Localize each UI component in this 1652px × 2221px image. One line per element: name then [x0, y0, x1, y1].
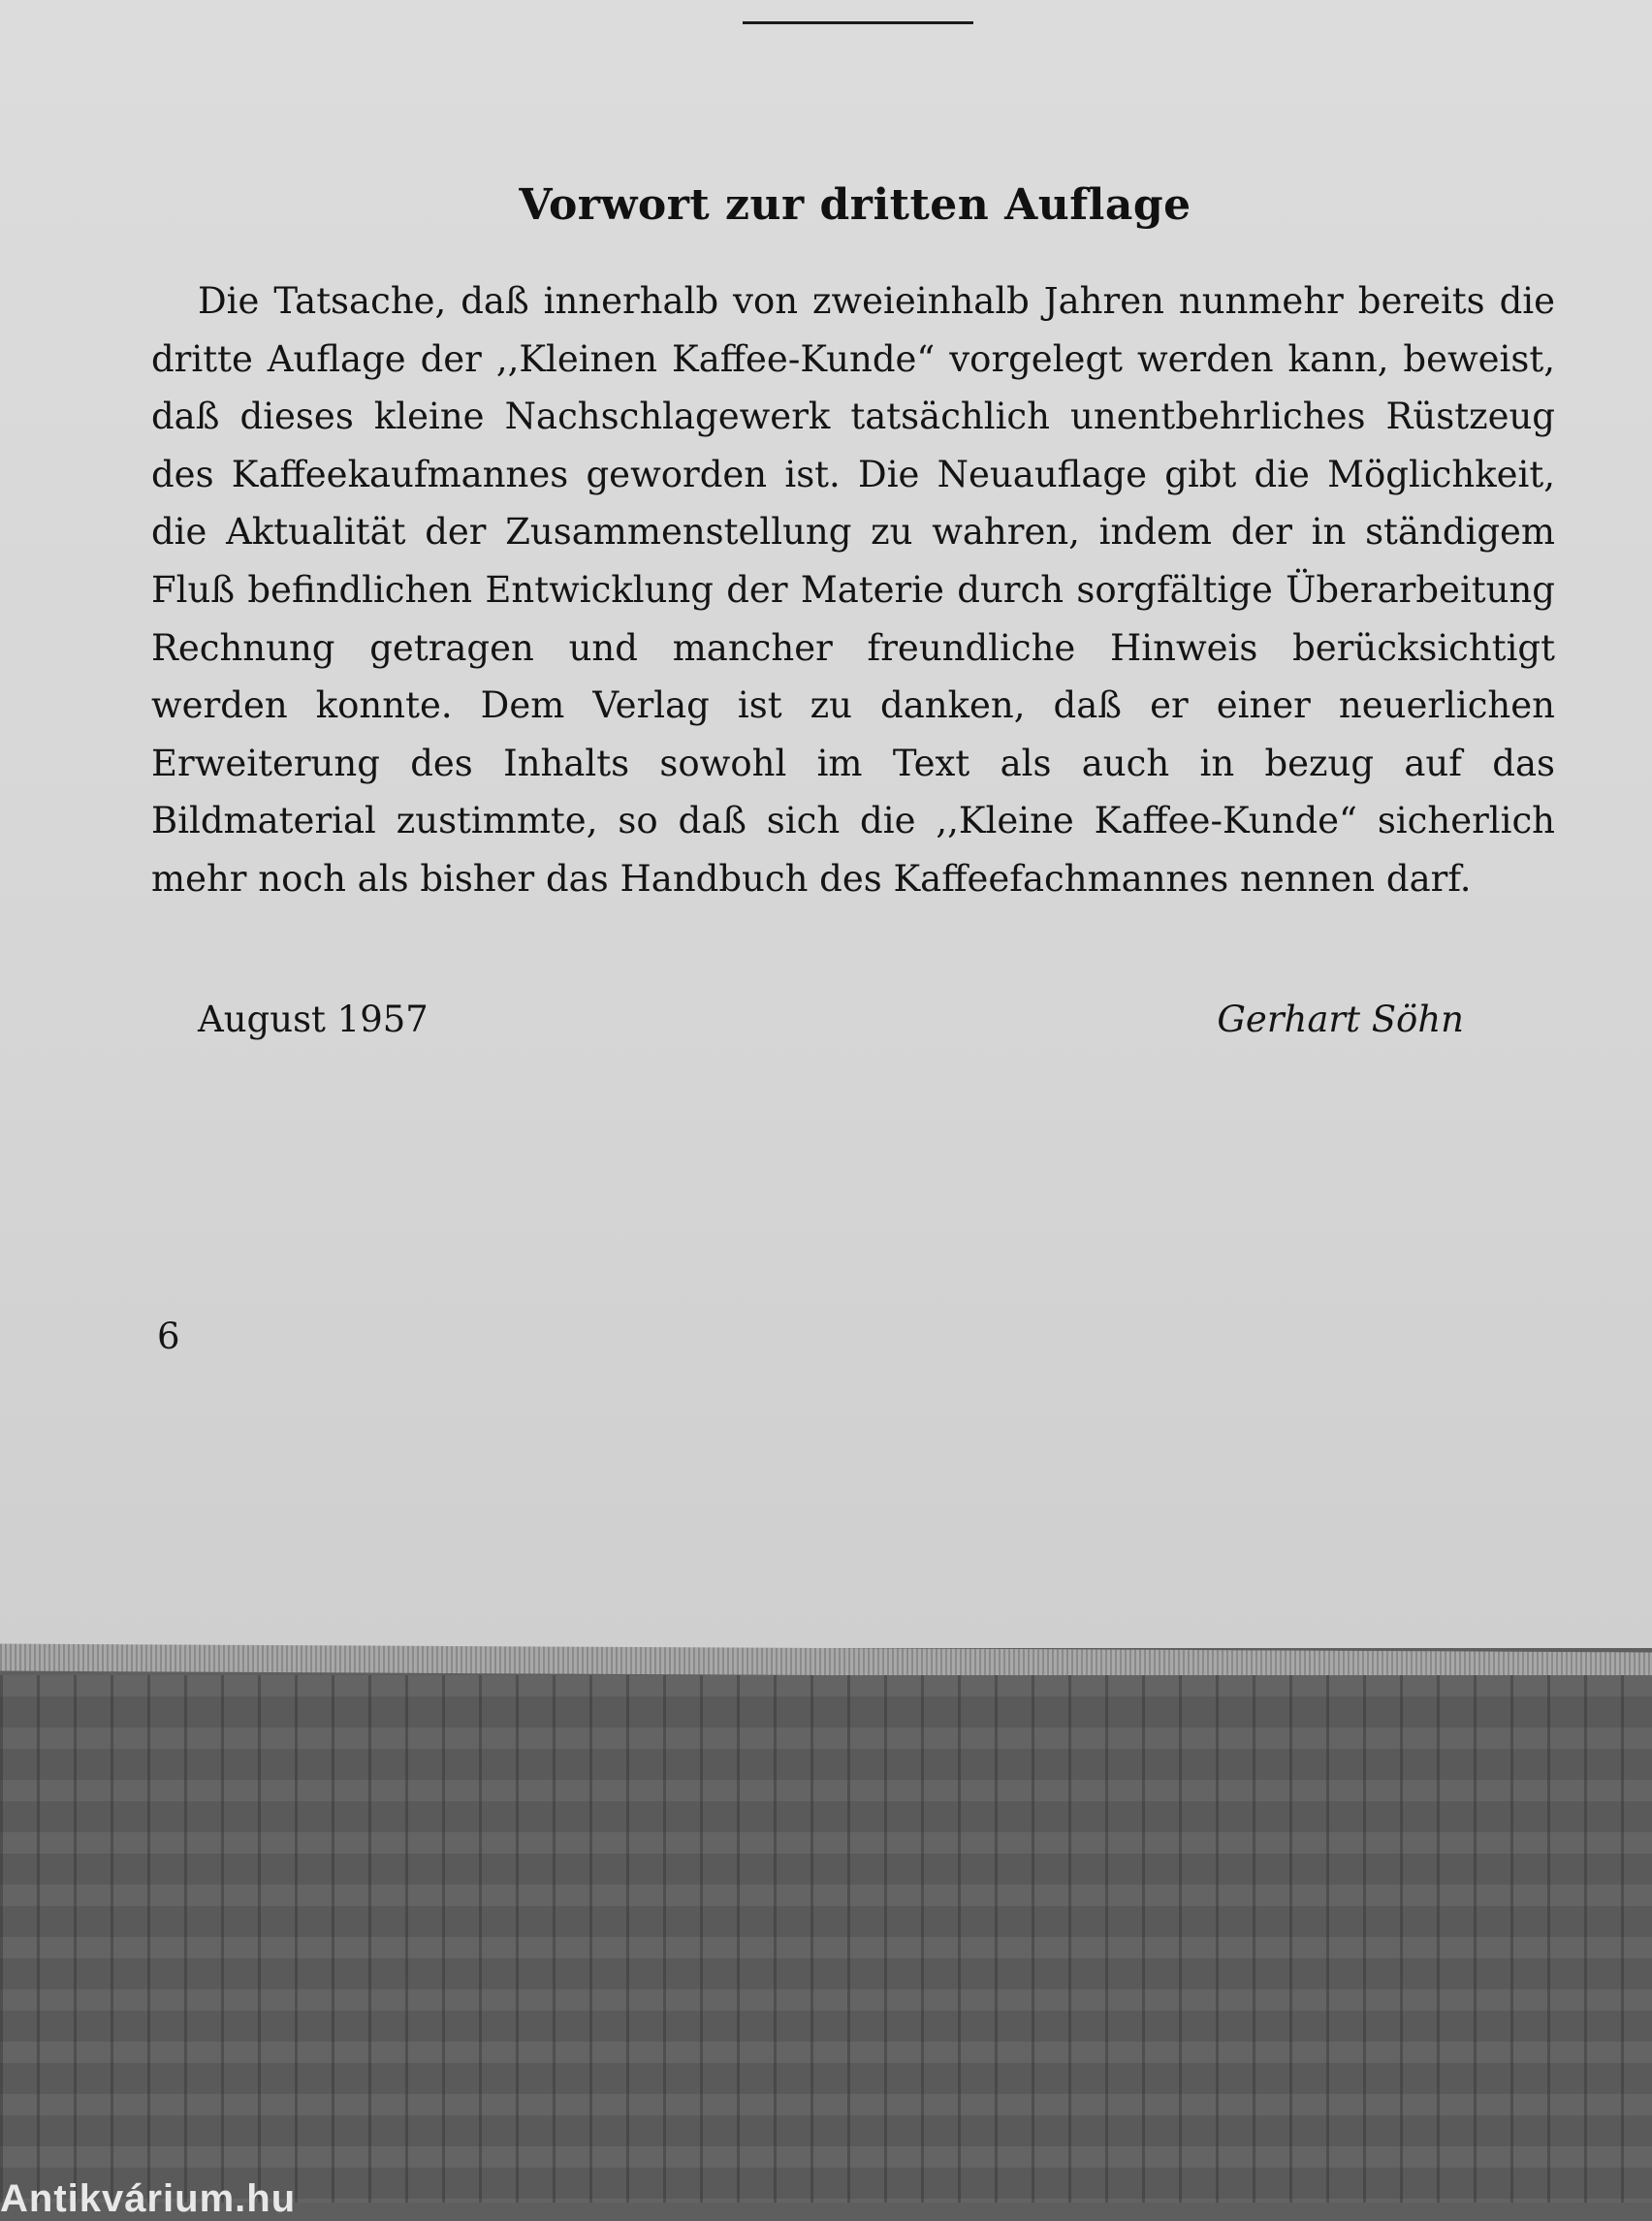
date-line: August 1957: [198, 999, 429, 1040]
bleed-through: [1144, 0, 1153, 56]
watermark-text: Antikvárium.hu: [0, 2177, 297, 2220]
page-title: Vorwort zur dritten Auflage: [519, 180, 1191, 230]
page-number: 6: [157, 1316, 180, 1357]
foreword-paragraph: Die Tatsache, daß innerhalb von zweieinhalb Jahren nunmehr bereits die dritte Auflage der ,,Kleinen Kaffee-Kunde“ vorgelegt werden kann, beweist, daß dieses kleine Nachschlagewerk tatsächlich unentbehrliches Rüstzeug des Kaffeekaufmannes geworden ist. Die Neuauflage gibt die Möglichkeit, die Aktualität der Zusammenstellung zu wahren, indem der in ständigem Fluß befindlichen Entwicklung der Materie durch sorgfältige Überarbeitung Rechnung getragen und mancher freundliche Hinweis berücksichtigt werden konnte. Dem Verlag ist zu danken, daß er einer neuerlichen Erweiterung des Inhalts sowohl im Text als auch in bezug auf das Bildmaterial zustimmte, so daß sich die ,,Kleine Kaffee-Kunde“ sicherlich mehr noch als bisher das Handbuch des Kaffeefachmannes nennen darf.: [151, 280, 1555, 900]
background-surface: [0, 1675, 1652, 2203]
top-rule-divider: [743, 21, 973, 24]
author-signature: Gerhart Söhn: [1217, 999, 1464, 1040]
page-edge: [0, 1644, 1652, 1680]
